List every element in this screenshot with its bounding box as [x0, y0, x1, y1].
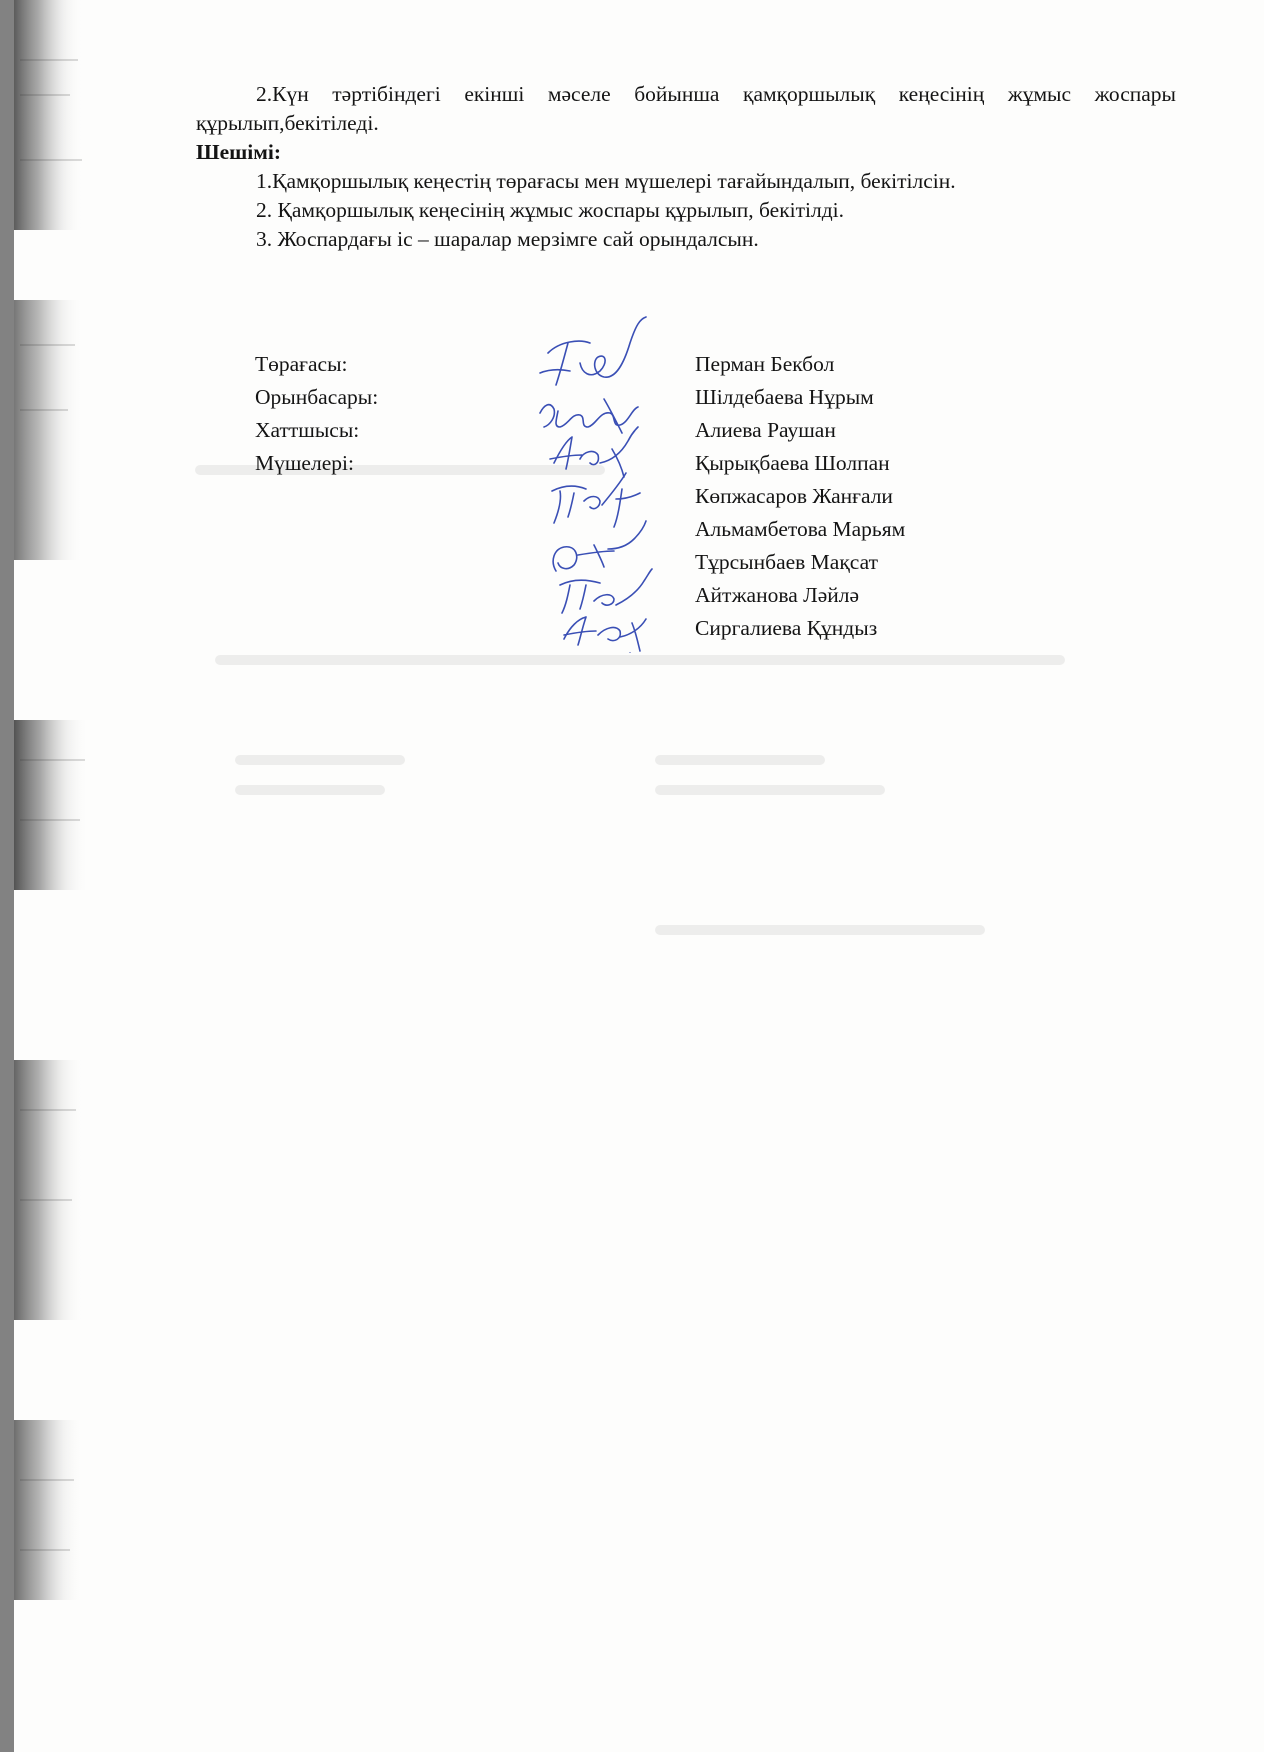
- scan-edge-artifact: [0, 0, 95, 1752]
- decision-item-1: 1.Қамқоршылық кеңестің төрағасы мен мүшелері тағайындалып, бекітілсін.: [256, 169, 956, 193]
- role-secretary: Хаттшысы:: [255, 418, 360, 442]
- member-name: Көпжасаров Жанғали: [695, 484, 893, 508]
- role-chair: Төрағасы:: [255, 352, 348, 376]
- agenda-item-paragraph: 2.Күн тәртібіндегі екінші мәселе бойынша қамқоршылық кеңесінің жұмыс жоспары құрылып,бекітіледі.: [196, 82, 1176, 135]
- member-name: Альмамбетова Марьям: [695, 517, 906, 541]
- member-name: Алиева Раушан: [695, 418, 836, 442]
- member-name: Қырықбаева Шолпан: [695, 451, 890, 475]
- decision-heading: Шешімі:: [196, 140, 282, 164]
- role-column: [255, 348, 515, 480]
- member-name: Шілдебаева Нұрым: [695, 385, 874, 409]
- decision-item-3: 3. Жоспардағы іс – шаралар мерзімге сай орындалсын.: [256, 227, 759, 251]
- member-name: Айтжанова Ләйлә: [695, 583, 860, 607]
- decision-item-2: 2. Қамқоршылық кеңесінің жұмыс жоспары құрылып, бекітілді.: [256, 198, 845, 222]
- handwritten-signatures: [520, 313, 680, 653]
- name-column: [695, 348, 1035, 645]
- member-name: Тұрсынбаев Мақсат: [695, 550, 878, 574]
- member-name: Перман Бекбол: [695, 352, 835, 376]
- role-deputy: Орынбасары:: [255, 385, 379, 409]
- minutes-text: [196, 80, 1176, 254]
- member-name: Сиргалиева Құндыз: [695, 616, 878, 640]
- role-members: Мүшелері:: [255, 451, 354, 475]
